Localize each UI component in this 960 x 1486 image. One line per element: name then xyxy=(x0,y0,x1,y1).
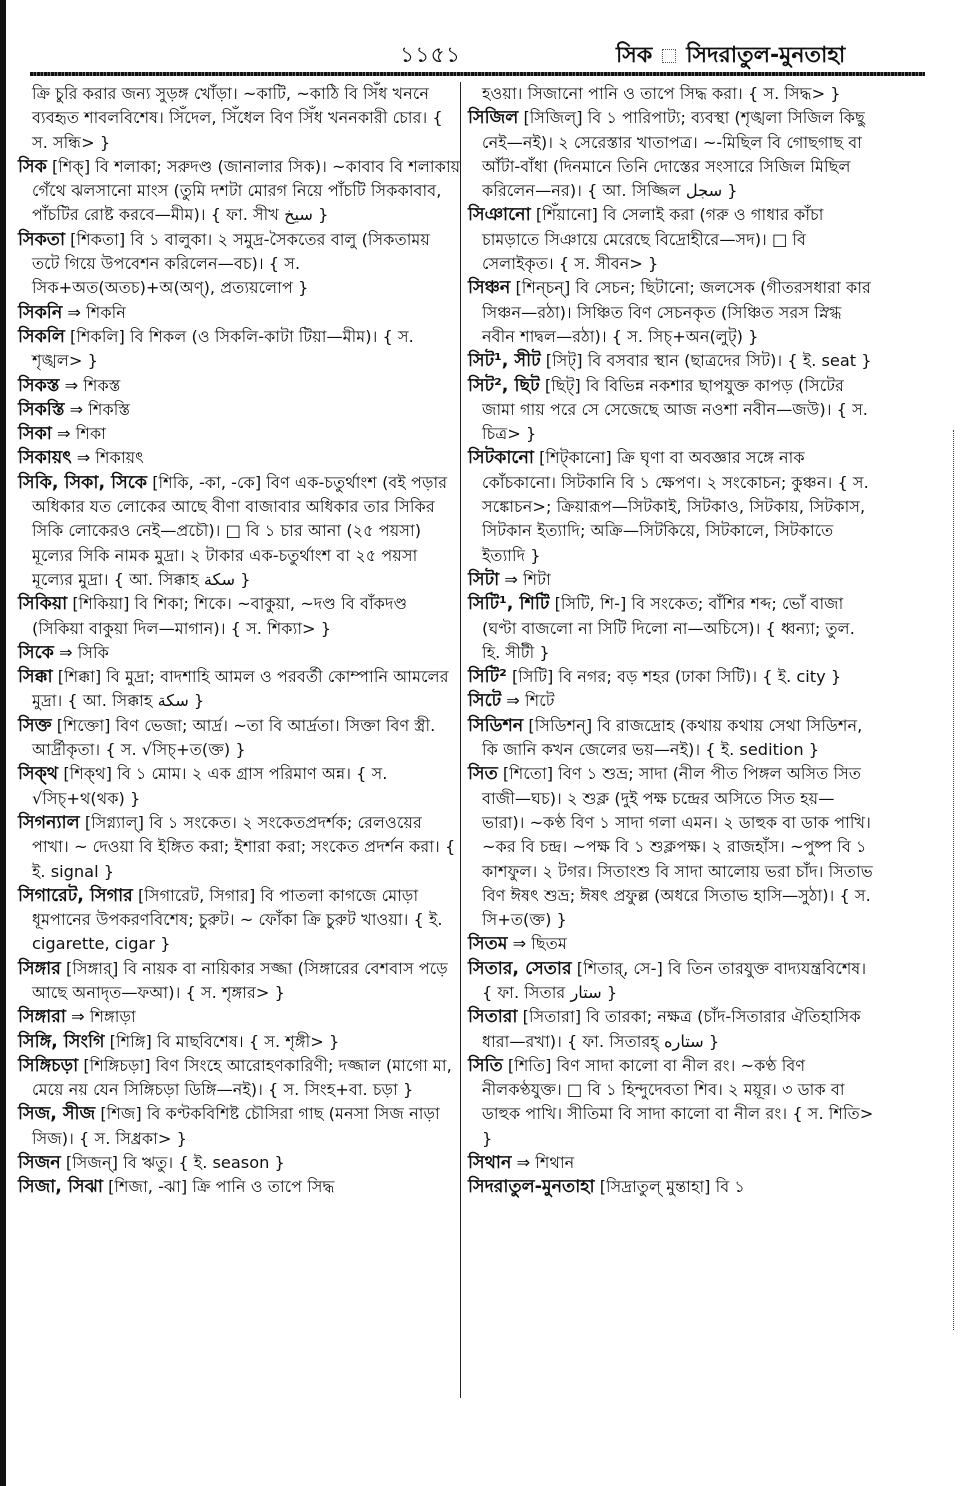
dictionary-entry xyxy=(468,203,876,276)
headword: সিঙ্গারা xyxy=(18,1007,66,1028)
definition-text: ⇒ শিটা xyxy=(504,569,551,589)
headword: সিডিশন xyxy=(468,715,524,736)
dictionary-entry xyxy=(18,592,462,641)
headword: সিতারা xyxy=(468,1007,518,1028)
headword: সিক্ত xyxy=(18,715,52,736)
headword: সিকস্তি xyxy=(18,399,65,420)
headword: সিকা xyxy=(18,424,52,445)
headword: সিকি, সিকা, সিকে xyxy=(18,472,148,493)
dictionary-entry xyxy=(468,762,876,932)
separator-box-icon xyxy=(662,49,676,63)
definition-text: ক্রি চুরি করার জন্য সুড়ঙ্গ খোঁড়া। ~কাটি, ~কাঠি বি সিঁধ খননে ব্যবহৃত শাবলবিশেষ। সিঁদেল, সিঁধেল বিণ সিঁধ খননকারী চোর। { স. সন্ধি> } xyxy=(32,84,443,152)
definition-text: [শিজ] বি কণ্টকবিশিষ্ট চৌসিরা গাছ (মনসা সিজ নাড়া সিজ)। { স. সিধ্রকা> } xyxy=(32,1104,440,1148)
headword: সিক্কা xyxy=(18,667,53,688)
dictionary-entry xyxy=(18,665,462,714)
entry-continuation xyxy=(18,82,462,155)
definition-text: [সিজন্] বি ঋতু। { ই. season } xyxy=(65,1153,285,1173)
dictionary-entry xyxy=(468,714,876,763)
definition-text: [শিতো] বিণ ১ শুভ্র; সাদা (নীল পীত পিঙ্গল অসিত সিত বাজী—ঘচ)। ২ শুক্ল (দুই পক্ষ চন্দ্রের অসিতে সিত হয়—ভারা)। ~কণ্ঠ বিণ ১ সাদা গলা এমন। ২ ডাহুক বা ডাক পাখি। ~কর বি চন্দ্র। ~পক্ষ বি ১ শুক্লপক্ষ। ২ রাজহাঁস। ~পুষ্প বি ১ কাশফুল। ২ টগর। সিতাংশু বি সাদা আলোয় ভরা চাঁদ। সিতাভ বিণ ঈষৎ শুভ্র; ঈষৎ প্রফুল্ল (অধরে সিতাভ হাসি—সুঠা)। { স. সি+ত(ক্ত) } xyxy=(482,764,873,930)
dictionary-entry xyxy=(18,641,462,665)
dictionary-entry xyxy=(468,1005,876,1054)
definition-text: [সিতারা] বি তারকা; নক্ষত্র (চাঁদ-সিতারার ঐতিহাসিক ধারা—রখা)। { ফা. সিতারহ্ ستاره } xyxy=(482,1007,861,1051)
headword: সিঞানো xyxy=(468,205,531,226)
headword: সিথান xyxy=(468,1153,512,1174)
definition-text: [শিকলি] বি শিকল (ও সিকলি-কাটা টিয়া—মীম)। { স. শৃঙ্খল> } xyxy=(32,326,414,371)
definition-text: [সিঙ্গার্] বি নায়ক বা নায়িকার সজ্জা (সিঙ্গারের বেশবাস পড়ে আছে অনাদৃত—ফআ)। { স. শৃঙ্গার> } xyxy=(32,958,448,1002)
definition-text: ⇒ শিথান xyxy=(516,1153,575,1173)
definition-text: ⇒ সিকি xyxy=(59,642,109,662)
header-rule xyxy=(30,72,925,76)
scan-edge-shadow xyxy=(0,0,6,1486)
headword: সিতম xyxy=(468,934,508,955)
right-column xyxy=(468,82,876,1200)
definition-text: [সিট্] বি বসবার স্থান (ছাত্রদের সিট)। { ই. seat } xyxy=(545,351,872,371)
definition-text: [সিদ্রাতুল্ মুন্তাহা] বি ১ xyxy=(599,1177,745,1197)
definition-text: ⇒ শিকস্তি xyxy=(69,399,131,419)
dictionary-entry xyxy=(468,568,876,592)
scan-edge-right xyxy=(953,430,956,1330)
headword: সিট¹, সীট xyxy=(468,351,541,372)
definition-text: [সিজিল্] বি ১ পারিপাট্য; ব্যবস্থা (শৃঙ্খলা সিজিল কিছু নেই—নই)। ২ সেরেস্তার খাতাপত্র। ~-মিছিল বি গোছগাছ বা আঁটা-বাঁধা (দিনমানে তিনি দোস্তের সংসারে সিজিল মিছিল করিলেন—নর)। { আ. সিজ্জিল سجل } xyxy=(482,108,865,201)
dictionary-entry xyxy=(468,665,876,689)
definition-text: [শিট্কানো] ক্রি ঘৃণা বা অবজ্ঞার সঙ্গে নাক কোঁচকানো। সিটকানি বি ১ ক্ষেপণ। ২ সংকোচন; কুঞ্চন। { স. সঙ্কোচন>; ক্রিয়ারূপ—সিটকাই, সিটকাও, সিটকায়, সিটকাস, সিটকান ইত্যাদি; অক্রি—সিটকিয়ে, সিটকালে, সিটকাতে ইত্যাদি } xyxy=(482,448,869,565)
definition-text: [শিক্] বি শলাকা; সরুদণ্ড (জানালার সিক)। ~কাবাব বি শলাকায় গেঁথে ঝলসানো মাংস (তুমি দশটা মোরগ নিয়ে পাঁচটি সিককাবাব, পাঁচটির রোষ্ট করবে—মীম)। { ফা. সীখ سیخ } xyxy=(32,156,461,225)
dictionary-entry xyxy=(18,1151,462,1175)
dictionary-entry xyxy=(18,714,462,763)
headword: সিক্থ xyxy=(18,764,59,785)
definition-text: [শিক্তো] বিণ ভেজা; আর্দ্র। ~তা বি আর্দ্রতা। সিক্তা বিণ স্ত্রী. আর্দ্রীকৃতা। { স. √সিচ্+ত(ক্ত) } xyxy=(32,715,436,760)
headword: সিঙ্গার xyxy=(18,958,61,979)
headword: সিটা xyxy=(468,569,500,590)
definition-text: ⇒ ছিতম xyxy=(512,934,567,954)
definition-text: ⇒ শিকনি xyxy=(67,302,126,322)
headword: সিকে xyxy=(18,642,54,663)
page-header xyxy=(0,38,960,68)
definition-text: [শিকতা] বি ১ বালুকা। ২ সমুদ্র-সৈকতের বালু (সিকতাময় তটে গিয়ে উপবেশন করিলেন—বচ)। { স. সিক+অত(অতচ)+অ(অণ্), প্রত্যয়লোপ } xyxy=(32,229,430,298)
dictionary-entry xyxy=(468,106,876,203)
definition-text: ⇒ শিটে xyxy=(506,691,555,711)
dictionary-entry xyxy=(18,374,462,398)
headword: সিক xyxy=(18,156,47,177)
headword: সিকতা xyxy=(18,229,66,250)
definition-text: [সিগারেট, সিগার] বি পাতলা কাগজে মোড়া ধূমপানের উপকরণবিশেষ; চুরুট। ~ ফোঁকা ক্রি চুরুট খাওয়া। { ই. cigarette, cigar } xyxy=(32,885,443,954)
headword: সিজা, সিঝা xyxy=(18,1177,103,1198)
page-number: ১১৫১ xyxy=(400,43,462,68)
headword: সিকিয়া xyxy=(18,594,68,615)
definition-text: [ছিট্] বি বিভিন্ন নকশার ছাপযুক্ত কাপড় (সিটের জামা গায় পরে সে সেজেছে আজ নওশা নবীন—জউ)। { স. চিত্র> } xyxy=(482,375,868,444)
headword: সিগন্যাল xyxy=(18,812,80,833)
headword: সিটকানো xyxy=(468,448,534,469)
dictionary-entry xyxy=(18,1005,462,1029)
dictionary-entry xyxy=(18,422,462,446)
headword: সিঞ্চন xyxy=(468,278,511,299)
definition-text: ⇒ শিকায়ৎ xyxy=(76,448,144,468)
dictionary-entry xyxy=(468,689,876,713)
dictionary-entry xyxy=(468,1151,876,1175)
dictionary-entry xyxy=(18,1030,462,1054)
definition-text: [শিঙ্গিচড়া] বিণ সিংহে আরোহণকারিণী; দজ্জাল (মাগো মা, মেয়ে নয় যেন সিঙ্গিচড়া ডিঙ্গি—নই)। { স. সিংহ+বা. চড়া } xyxy=(32,1055,452,1100)
dictionary-entry xyxy=(468,957,876,1006)
headword: সিঙ্গিচড়া xyxy=(18,1055,79,1076)
definition-text: [সিডিশন্] বি রাজদ্রোহ (কথায় কথায় সেথা সিডিশন, কি জানি কখন জেলের ভয়—নই)। { ই. sedition } xyxy=(482,715,863,760)
headword: সিজ, সীজ xyxy=(18,1104,96,1125)
guide-words xyxy=(616,38,845,75)
dictionary-entry xyxy=(18,1102,462,1151)
definition-text: [শিন্চন্] বি সেচন; ছিটানো; জলসেক (গীতরসধারা কার সিঞ্চন—রঠা)। সিঞ্চিত বিণ সেচনকৃত (সিঞ্চিত সরস স্নিগ্ধ নবীন শাদ্বল—রঠা)। { স. সিচ্+অন(লুট্) } xyxy=(482,278,871,346)
definition-text: [সিটি, শি-] বি সংকেত; বাঁশির শব্দ; ভোঁ বাজা (ঘণ্টা বাজলো না সিটি দিলো না—অচিসে)। { ধ্বন্যা; তুল. হি. সীটী } xyxy=(482,594,855,662)
definition-text: ⇒ শিকস্ত xyxy=(64,375,121,395)
guide-word-start: সিক xyxy=(616,43,653,68)
definition-text: [শিঙ্গি] বি মাছবিশেষ। { স. শৃঙ্গী> } xyxy=(109,1031,340,1051)
dictionary-entry xyxy=(18,471,462,592)
headword: সিকস্ত xyxy=(18,375,60,396)
definition-text: [শিঁয়ানো] বি সেলাই করা (গরু ও গাধার কাঁচা চামড়াতে সিঞায়ে মেরেছে বিদ্রোহীরে—সদ)। □ বি সেলাইকৃত। { স. সীবন> } xyxy=(482,205,824,274)
headword: সিজিল xyxy=(468,108,519,129)
definition-text: হওয়া। সিজানো পানি ও তাপে সিদ্ধ করা। { স. সিদ্ধ> } xyxy=(482,84,841,103)
definition-text: [শিকি, -কা, -কে] বিণ এক-চতুর্থাংশ (বই পড়ার অধিকার যত লোকের আছে বীণা বাজাবার অধিকার তার সিকির সিকি লোকেরও নেই—প্রচৌ)। □ বি ১ চার আনা (২৫ পয়সা) মূল্যের সিকি নামক মুদ্রা। ২ টাকার এক-চতুর্থাংশ বা ২৫ পয়সা মূল্যের মুদ্রা। { আ. সিক্কাহ سکة } xyxy=(32,472,448,589)
headword: সিঙ্গি, সিংগি xyxy=(18,1031,105,1052)
definition-text: [সিটি] বি নগর; বড় শহর (ঢাকা সিটি)। { ই. city } xyxy=(511,667,842,687)
dictionary-entry xyxy=(468,276,876,349)
headword: সিকলি xyxy=(18,326,65,347)
headword: সিগারেট, সিগার xyxy=(18,885,133,906)
dictionary-entry xyxy=(18,325,462,374)
entry-continuation xyxy=(468,82,876,106)
headword: সিটি¹, শিটি xyxy=(468,594,550,615)
guide-word-end: সিদরাতুল-মুনতাহা xyxy=(686,43,846,68)
headword: সিতার, সেতার xyxy=(468,958,572,979)
dictionary-entry xyxy=(18,1054,462,1103)
column-divider xyxy=(460,82,461,1398)
headword: সিদরাতুল-মুনতাহা xyxy=(468,1177,595,1198)
dictionary-entry xyxy=(468,374,876,447)
definition-text: [শিক্কা] বি মুদ্রা; বাদশাহি আমল ও পরবর্তী কোম্পানি আমলের মুদ্রা। { আ. সিক্কাহ سکة } xyxy=(32,667,449,711)
definition-text: [শিজা, -ঝা] ক্রি পানি ও তাপে সিদ্ধ xyxy=(108,1177,335,1197)
dictionary-entry xyxy=(18,884,462,957)
definition-text: ⇒ শিকা xyxy=(57,424,106,444)
dictionary-entry xyxy=(18,1175,462,1199)
dictionary-entry xyxy=(468,932,876,956)
definition-text: ⇒ শিঙ্গাড়া xyxy=(71,1007,136,1027)
dictionary-entry xyxy=(468,446,876,567)
definition-text: [সিগ্ন্যাল্] বি ১ সংকেত। ২ সংকেতপ্রদর্শক; রেলওয়ের পাখা। ~ দেওয়া বি ইঙ্গিত করা; ইশারা করা; সংকেত প্রদর্শন করা। { ই. signal } xyxy=(32,812,456,881)
definition-text: [শিতি] বিণ সাদা কালো বা নীল রং। ~কণ্ঠ বিণ নীলকণ্ঠযুক্ত। □ বি ১ হিন্দুদেবতা শিব। ২ ময়ূর। ৩ ডাক বা ডাহুক পাখি। সীতিমা বি সাদা কালো বা নীল রং। { স. শিতি> } xyxy=(482,1055,874,1148)
dictionary-entry xyxy=(18,398,462,422)
left-column xyxy=(18,82,462,1200)
headword: সিটি² xyxy=(468,667,507,688)
dictionary-entry xyxy=(468,1054,876,1151)
dictionary-entry xyxy=(18,446,462,470)
headword: সিতি xyxy=(468,1055,503,1076)
dictionary-entry xyxy=(468,349,876,373)
dictionary-entry xyxy=(18,762,462,811)
dictionary-entry xyxy=(18,228,462,301)
headword: সিকনি xyxy=(18,302,63,323)
headword: সিটে xyxy=(468,691,502,712)
definition-text: [শিকিয়া] বি শিকা; শিকে। ~বাকুয়া, ~দণ্ড বি বাঁকদণ্ড (সিকিয়া বাকুয়া দিল—মাগান)। { স. শিক্যা> } xyxy=(32,594,408,638)
dictionary-entry xyxy=(18,811,462,884)
definition-text: [শিক্থ] বি ১ মোম। ২ এক গ্রাস পরিমাণ অন্ন। { স. √সিচ্+থ(থক) } xyxy=(32,764,388,808)
dictionary-entry xyxy=(18,155,462,228)
headword: সিত xyxy=(468,764,498,785)
dictionary-entry xyxy=(468,592,876,665)
dictionary-entry xyxy=(18,301,462,325)
headword: সিট², ছিট xyxy=(468,375,540,396)
dictionary-entry xyxy=(468,1175,876,1199)
definition-text: [শিতার্, সে-] বি তিন তারযুক্ত বাদ্যযন্ত্রবিশেষ। { ফা. সিতার ستار } xyxy=(482,958,867,1002)
headword: সিজন xyxy=(18,1153,61,1174)
headword: সিকায়ৎ xyxy=(18,448,72,469)
dictionary-entry xyxy=(18,957,462,1006)
